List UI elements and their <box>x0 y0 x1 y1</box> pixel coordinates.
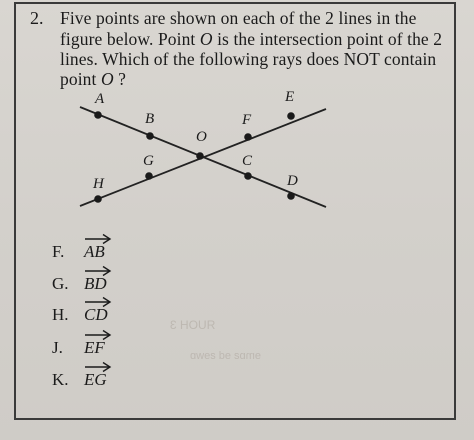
point-o-ref: O <box>100 69 114 89</box>
option-j-ray: EF <box>84 338 105 357</box>
label-h: H <box>93 176 104 192</box>
question-number: 2. <box>30 8 44 28</box>
point-o-ref: O <box>199 29 213 49</box>
show-through-text: ЯUOH 3 <box>170 318 216 332</box>
label-c: C <box>242 153 253 169</box>
option-k[interactable]: K. <box>52 370 69 389</box>
question-text-line-3: lines. Which of the following rays does NOT contain <box>60 49 437 69</box>
label-b: B <box>145 111 155 127</box>
point-a-dot <box>94 111 102 119</box>
option-k-ray: EG <box>84 370 107 389</box>
point-h-dot <box>94 195 102 203</box>
label-a: A <box>95 91 105 107</box>
point-g-dot <box>145 172 153 180</box>
point-d-dot <box>287 192 295 200</box>
option-f[interactable]: F. <box>52 242 65 261</box>
point-c-dot <box>244 172 252 180</box>
point-e-dot <box>287 112 295 120</box>
option-h[interactable]: H. <box>52 305 69 324</box>
question-text-line-2: figure below. Point O is the intersection point of the 2 <box>60 29 443 49</box>
option-h-ray: CD <box>84 305 108 324</box>
question-text-line-1: Five points are shown on each of the 2 lines in the <box>60 8 417 28</box>
point-b-dot <box>146 132 154 140</box>
point-f-dot <box>244 133 252 141</box>
show-through-text: ɘmɒƨ ɘd ƨɘwɒ <box>190 350 261 362</box>
question-text-line-4: point O ? <box>60 69 127 89</box>
point-o-dot <box>196 152 204 160</box>
option-g[interactable]: G. <box>52 274 69 293</box>
label-d: D <box>287 173 298 189</box>
option-f-ray: AB <box>84 242 105 261</box>
label-o: O <box>196 129 207 145</box>
label-g: G <box>143 153 154 169</box>
option-j[interactable]: J. <box>52 338 63 357</box>
option-g-ray: BD <box>84 274 107 293</box>
label-e: E <box>285 89 295 105</box>
label-f: F <box>242 112 252 128</box>
